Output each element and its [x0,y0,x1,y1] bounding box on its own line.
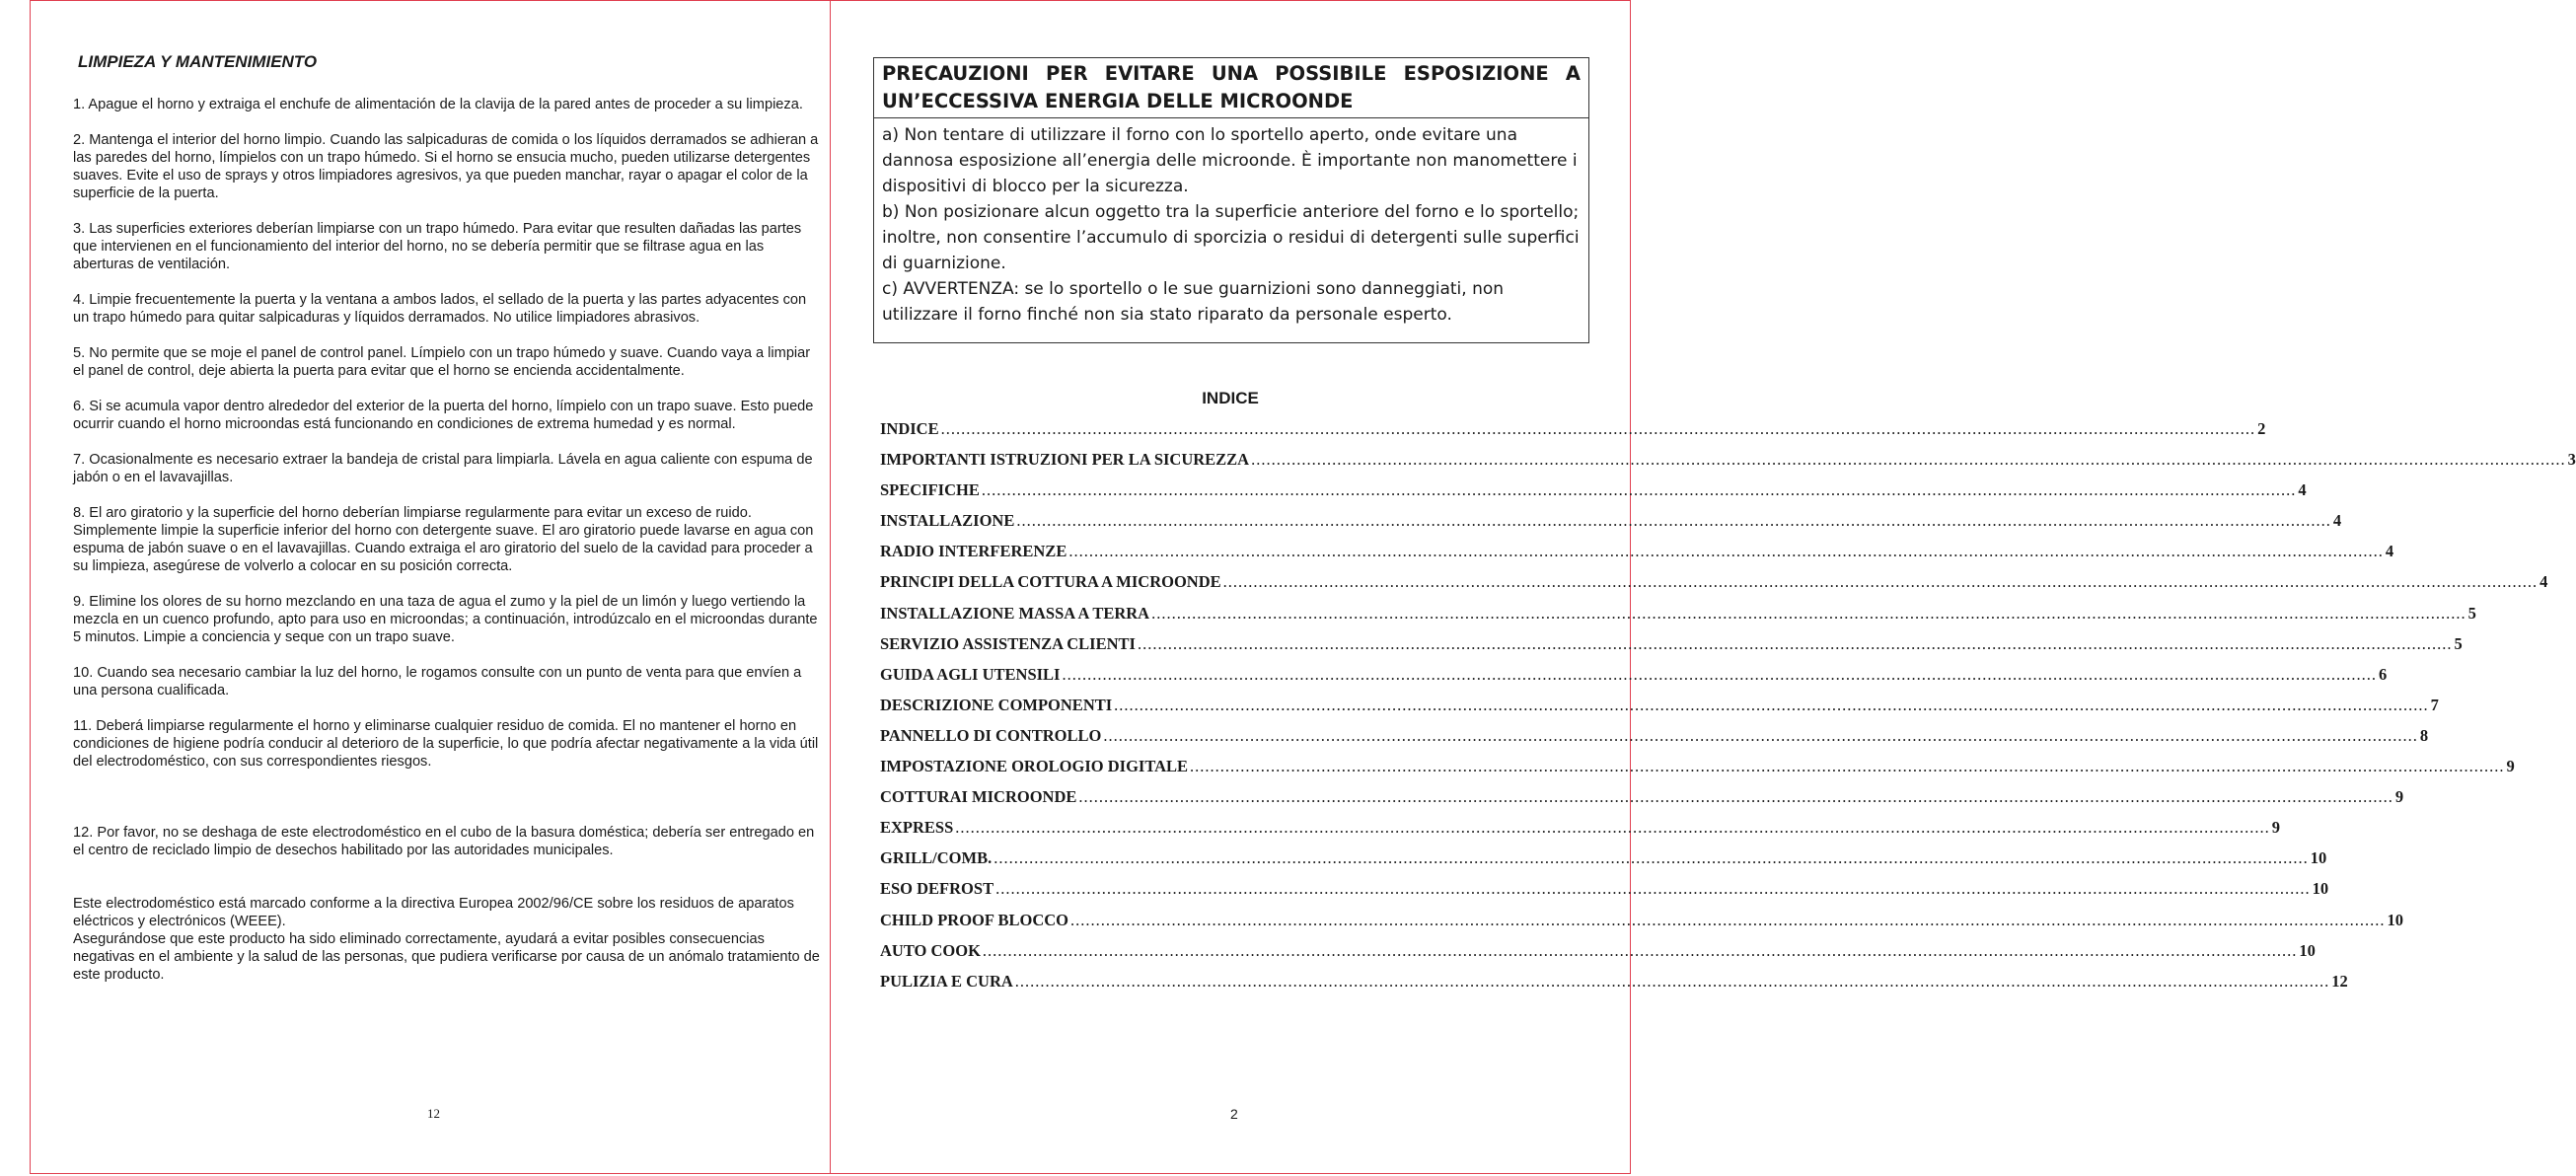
toc-entry [880,695,2439,726]
toc-entry [880,848,2327,879]
toc-entry [880,419,2266,450]
toc-entry-page: 6 [2378,664,2388,684]
toc-entry-page: 3 [2567,450,2576,470]
toc-dot-leader: .................................................................................................................................................................................................................................................................... [995,879,2311,899]
warning-item-c: c) AVVERTENZA: se lo sportello o le sue guarnizioni sono danneggiati, non utilizzare il forno finché non sia stato riparato da personale esperto. [882,279,1505,325]
toc-entry [880,450,2576,480]
toc-entry-label: EXPRESS [880,818,954,838]
toc-entry [880,787,2404,818]
paragraph-10: 10. Cuando sea necesario cambiar la luz del horno, le rogamos consulte con un punto de venta para que envíen a una persona cualificada. [73,665,802,698]
toc-entry-label: IMPORTANTI ISTRUZIONI PER LA SICUREZZA [880,450,1250,470]
toc-entry-page: 9 [2271,818,2281,838]
toc-dot-leader: .................................................................................................................................................................................................................................................................... [1137,633,2453,653]
toc-entry-label: PULIZIA E CURA [880,971,1013,991]
page-number: 12 [427,1106,440,1121]
toc-dot-leader: .................................................................................................................................................................................................................................................................... [1068,542,2384,561]
toc-entry [880,879,2329,910]
toc-dot-leader: .................................................................................................................................................................................................................................................................... [1069,910,2386,929]
toc-entry-label: SERVIZIO ASSISTENZA CLIENTI [880,633,1136,653]
toc-entry-page: 9 [2394,787,2404,807]
cleaning-instructions [73,96,823,1001]
toc-entry-label: INSTALLAZIONE [880,511,1015,531]
index-heading: INDICE [1202,389,1259,407]
toc-dot-leader: .................................................................................................................................................................................................................................................................... [1151,603,2466,623]
toc-entry-page: 9 [2506,757,2515,776]
toc-dot-leader: .................................................................................................................................................................................................................................................................... [1222,572,2539,592]
toc-entry-label: GRILL/COMB. [880,848,993,868]
paragraph-6: 6. Si se acumula vapor dentro alrededor del exterior de la puerta del horno, límpielo con un trapo suave. Esto puede ocurrir cuando el horno microondas está funcionando en condiciones de extrema humedad y es normal. [73,399,814,432]
toc-entry [880,940,2316,972]
toc-entry-page: 2 [2257,419,2266,438]
toc-entry-label: PANNELLO DI CONTROLLO [880,725,1102,745]
toc-entry [880,818,2281,848]
toc-dot-leader: .................................................................................................................................................................................................................................................................... [982,940,2298,960]
paragraph-9: 9. Elimine los olores de su horno mezclando en una taza de agua el zumo y la piel de un limón y luego vertiendo la mezcla en un cuenco profundo, apto para uso en microondas; a continuación, introdúzcalo en el microondas durante 5 minutos. Limpie a conciencia y seque con un trapo suave. [73,594,818,645]
toc-entry-label: COTTURAI MICROONDE [880,787,1077,807]
toc-entry-label: INDICE [880,419,939,438]
toc-entry-label: CHILD PROOF BLOCCO [880,910,1068,929]
toc-dot-leader: .................................................................................................................................................................................................................................................................... [1114,695,2429,714]
toc-entry-label: SPECIFICHE [880,480,980,500]
toc-entry [880,480,2307,511]
section-title: LIMPIEZA Y MANTENIMIENTO [78,52,318,71]
microwave-warning-box [873,57,1589,343]
toc-entry-label: INSTALLAZIONE MASSA A TERRA [880,603,1150,623]
toc-entry [880,725,2429,757]
toc-entry-label: ESO DEFROST [880,879,994,899]
toc-entry-label: PRINCIPI DELLA COTTURA A MICROONDE [880,572,1221,592]
paragraph-2: 2. Mantenga el interior del horno limpio. Cuando las salpicaduras de comida o los líquidos derramados se adhieran a las paredes del horno, límpielos con un trapo húmedo. Si el horno se ensucia mucho, pueden utilizarse detergentes suaves. Evite el uso de sprays y otros limpiadores agresivos, ya que pueden manchar, rayar o apagar el color de la superficie de la puerta. [73,132,819,201]
toc-entry-label: GUIDA AGLI UTENSILI [880,664,1061,684]
toc-dot-leader: .................................................................................................................................................................................................................................................................... [1103,725,2418,745]
toc-entry-page: 10 [2310,848,2327,868]
toc-entry-page: 7 [2430,695,2439,714]
toc-dot-leader: .................................................................................................................................................................................................................................................................... [981,480,2297,500]
warning-title: PRECAUZIONI PER EVITARE UNA POSSIBILE ESPOSIZIONE A UN’ECCESSIVA ENERGIA DELLE MICROONDE [874,58,1588,118]
disposal-notice: Asegurándose que este producto ha sido eliminado correctamente, ayudará a evitar posibles consecuencias negativas en el ambiente y la salud de las personas, que pudiera verificarse por causa de un anómalo tratamiento de este producto. [73,931,820,983]
paragraph-7: 7. Ocasionalmente es necesario extraer la bandeja de cristal para limpiarla. Lávela en agua caliente con espuma de jabón o en el lavavajillas. [73,452,813,485]
toc-dot-leader: .................................................................................................................................................................................................................................................................... [940,419,2256,438]
toc-dot-leader: .................................................................................................................................................................................................................................................................... [1014,971,2330,991]
toc-entry-label: DESCRIZIONE COMPONENTI [880,695,1113,714]
toc-entry [880,757,2515,787]
toc-entry [880,542,2394,572]
paragraph-11: 11. Deberá limpiarse regularmente el horno y eliminarse cualquier residuo de comida. El no mantener el horno en condiciones de higiene podría conducir al deterioro de la superficie, lo que podría afectar negativamente a la vida útil del electrodoméstico, con sus correspondientes riesgos. [73,718,819,770]
toc-dot-leader: .................................................................................................................................................................................................................................................................... [1190,757,2505,776]
table-of-contents [880,419,2576,1002]
toc-dot-leader: .................................................................................................................................................................................................................................................................... [955,818,2270,838]
toc-entry-label: AUTO COOK [880,940,981,960]
toc-entry-label: IMPOSTAZIONE OROLOGIO DIGITALE [880,757,1189,776]
toc-entry-page: 4 [2332,511,2342,531]
weee-notice: Este electrodoméstico está marcado conforme a la directiva Europea 2002/96/CE sobre los residuos de aparatos eléctricos y electrónicos (WEEE). [73,896,794,929]
toc-entry-page: 8 [2419,725,2429,745]
toc-dot-leader: .................................................................................................................................................................................................................................................................... [1251,450,2566,470]
toc-entry [880,633,2463,665]
warning-item-a: a) Non tentare di utilizzare il forno con lo sportello aperto, onde evitare una dannosa esposizione all’energia delle microonde. È importante non manomettere i dispositivi di blocco per la sicurezza. [882,125,1578,196]
page-number: 2 [1230,1106,1238,1122]
toc-entry [880,971,2348,1002]
toc-dot-leader: .................................................................................................................................................................................................................................................................... [1062,664,2377,684]
toc-entry-page: 5 [2454,633,2463,653]
toc-entry-page: 10 [2312,879,2329,899]
toc-entry-page: 12 [2331,971,2348,991]
paragraph-1: 1. Apague el horno y extraiga el enchufe de alimentación de la clavija de la pared antes de proceder a su limpieza. [73,97,803,112]
toc-dot-leader: .................................................................................................................................................................................................................................................................... [1078,787,2393,807]
toc-entry-page: 10 [2299,940,2316,960]
toc-entry-page: 4 [2298,480,2307,500]
toc-entry [880,572,2548,603]
toc-entry [880,603,2476,634]
toc-entry-page: 4 [2539,572,2548,592]
warning-body [874,118,1588,331]
paragraph-12: 12. Por favor, no se deshaga de este electrodoméstico en el cubo de la basura doméstica; debería ser entregado en el centro de reciclado limpio de desechos habilitado por las autoridades municipales. [73,825,815,858]
toc-entry-page: 4 [2385,542,2394,561]
left-page [30,0,831,1174]
toc-entry [880,511,2342,542]
paragraph-4: 4. Limpie frecuentemente la puerta y la ventana a ambos lados, el sellado de la puerta y las partes adyacentes con un trapo húmedo para quitar salpicaduras y líquidos derramados. No utilice limpiadores abrasivos. [73,292,807,326]
toc-dot-leader: .................................................................................................................................................................................................................................................................... [1016,511,2331,531]
warning-item-b: b) Non posizionare alcun oggetto tra la superficie anteriore del forno e lo sportello; inoltre, non consentire l’accumulo di sporcizia o residui di detergenti sulle superfici di guarnizione. [882,202,1580,273]
toc-dot-leader: .................................................................................................................................................................................................................................................................... [994,848,2309,868]
right-page [830,0,2576,1174]
toc-entry-page: 10 [2387,910,2403,929]
paragraph-5: 5. No permite que se moje el panel de control panel. Límpielo con un trapo húmedo y suave. Cuando vaya a limpiar el panel de control, deje abierta la puerta para evitar que el horno se encienda accidentalmente. [73,345,811,379]
toc-entry-page: 5 [2467,603,2476,623]
paragraph-8: 8. El aro giratorio y la superficie del horno deberían limpiarse regularmente para evitar un exceso de ruido. Simplemente limpie la superficie inferior del horno con detergente suave. El aro giratorio puede lavarse en agua con espuma de jabón suave o en el lavavajillas. Cuando extraiga el aro giratorio del suelo de la cavidad para proceder a su limpieza, asegúrese de volverlo a colocar en su posición correcta. [73,505,814,574]
toc-entry [880,910,2403,941]
paragraph-3: 3. Las superficies exteriores deberían limpiarse con un trapo húmedo. Para evitar que resulten dañadas las partes que intervienen en el funcionamiento del interior del horno, no se debería permitir que se filtrase agua en las aberturas de ventilación. [73,221,802,272]
toc-entry [880,664,2388,696]
toc-entry-label: RADIO INTERFERENZE [880,542,1067,561]
